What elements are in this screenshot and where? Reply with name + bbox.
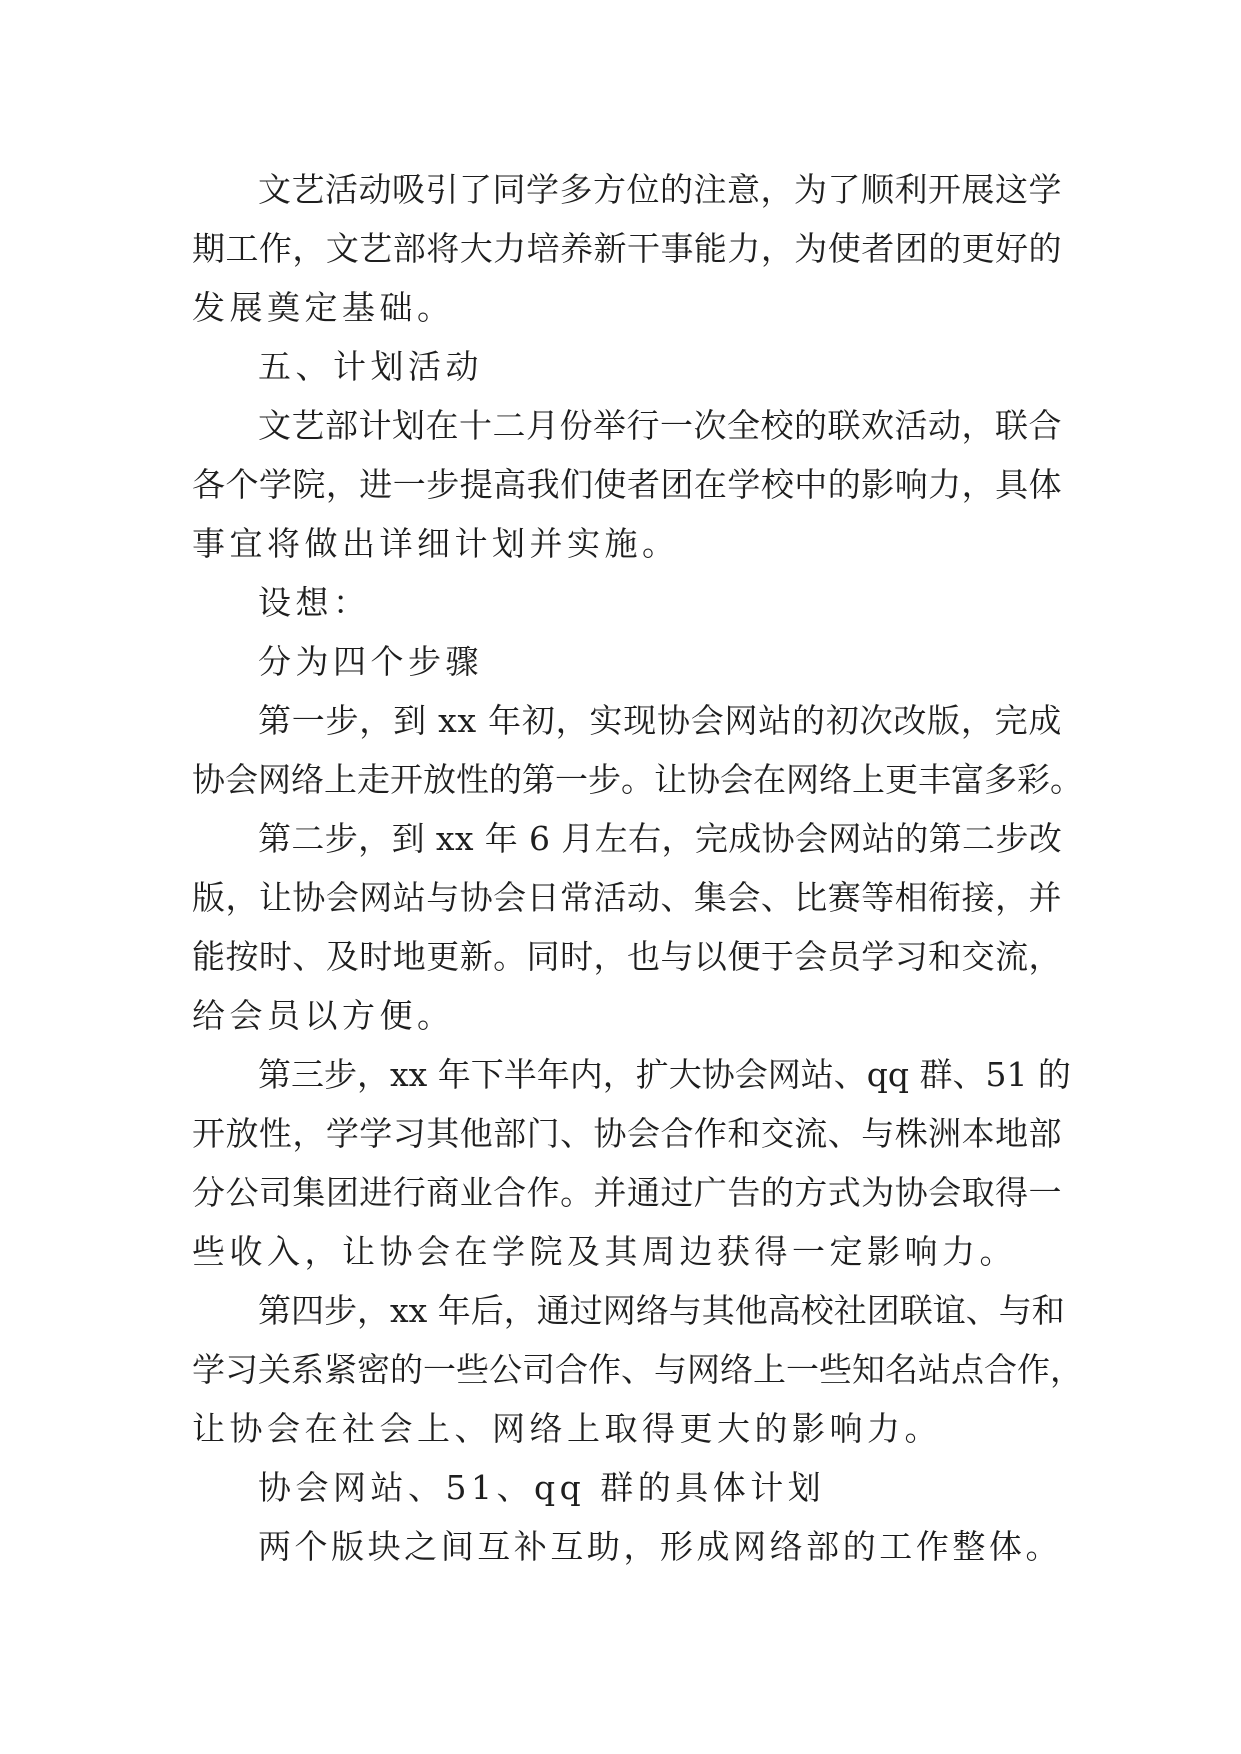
- text-line: 各个学院，进一步提高我们使者团在学校中的影响力，具体: [192, 465, 1062, 504]
- text-line: 两个版块之间互补互助，形成网络部的工作整体。: [258, 1527, 1062, 1566]
- text-line: 分为四个步骤: [258, 642, 483, 681]
- text-line: 文艺活动吸引了同学多方位的注意，为了顺利开展这学: [258, 170, 1062, 209]
- text-line: 协会网站、51、qq 群的具体计划: [258, 1468, 826, 1507]
- text-line: 第二步，到 xx 年 6 月左右，完成协会网站的第二步改: [258, 819, 1063, 858]
- text-line: 第三步，xx 年下半年内，扩大协会网站、qq 群、51 的: [258, 1055, 1071, 1094]
- text-line: 些收入，让协会在学院及其周边获得一定影响力。: [192, 1232, 1017, 1271]
- document-body: [192, 160, 1083, 1576]
- text-line: 文艺部计划在十二月份举行一次全校的联欢活动，联合: [258, 406, 1062, 445]
- text-line: 期工作，文艺部将大力培养新干事能力，为使者团的更好的: [192, 229, 1062, 268]
- text-line: 第一步，到 xx 年初，实现协会网站的初次改版，完成: [258, 701, 1063, 740]
- text-line: 给会员以方便。: [192, 996, 455, 1035]
- text-line: 设想：: [258, 583, 371, 622]
- text-line: 让协会在社会上、网络上取得更大的影响力。: [192, 1409, 942, 1448]
- text-line: 分公司集团进行商业合作。并通过广告的方式为协会取得一: [192, 1173, 1062, 1212]
- text-line: 开放性，学学习其他部门、协会合作和交流、与株洲本地部: [192, 1114, 1062, 1153]
- text-line: 版，让协会网站与协会日常活动、集会、比赛等相衔接，并: [192, 878, 1062, 917]
- text-line: 能按时、及时地更新。同时，也与以便于会员学习和交流，: [192, 937, 1062, 976]
- text-line: 第四步，xx 年后，通过网络与其他高校社团联谊、与和: [258, 1291, 1065, 1330]
- text-line: 发展奠定基础。: [192, 288, 455, 327]
- text-line: 协会网络上走开放性的第一步。让协会在网络上更丰富多彩。: [192, 760, 1083, 799]
- section-heading: 五、计划活动: [258, 347, 483, 386]
- text-line: 学习关系紧密的一些公司合作、与网络上一些知名站点合作，: [192, 1350, 1083, 1389]
- text-line: 事宜将做出详细计划并实施。: [192, 524, 680, 563]
